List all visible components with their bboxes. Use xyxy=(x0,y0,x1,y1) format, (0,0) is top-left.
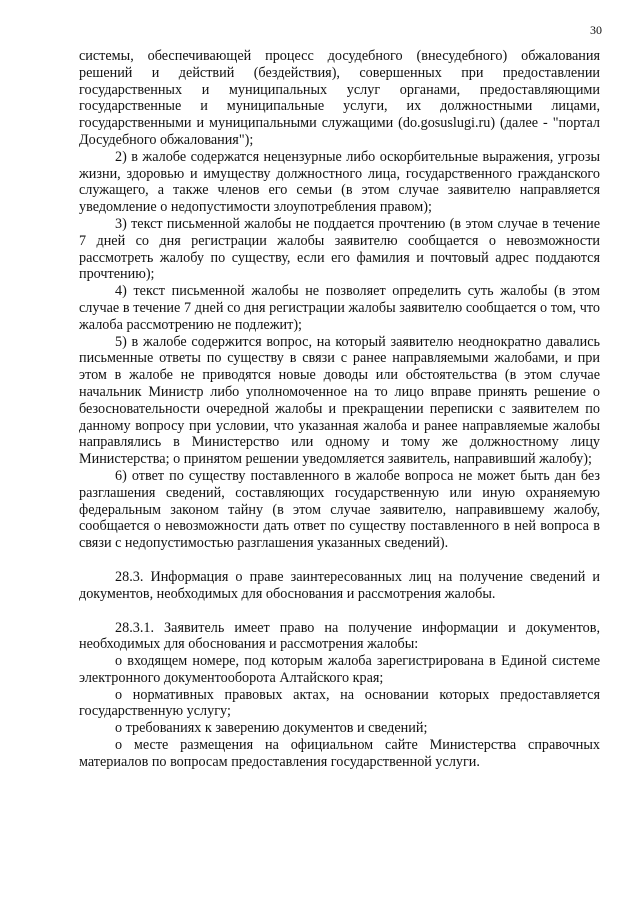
list-item-legal-acts: о нормативных правовых актах, на основании которых предоставляется государственную услугу; xyxy=(79,686,600,720)
paragraph-item-5: 5) в жалобе содержится вопрос, на который заявителю неоднократно давались письменные ответы по существу в связи с ранее направляемыми жалобами, и при этом в жалобе не приводятся новые доводы или обстоятельства (в этом случае начальник Министр либо уполномоченное на то лицо вправе принять решение о безосновательности очередной жалобы и прекращении переписки с заявителем по данному вопросу при условии, что указанная жалоба и ранее направляемые жалобы направлялись в Министерство или одному и тому же должностному лицу Министерства; о принятом решении уведомляется заявитель, направивший жалобу); xyxy=(79,333,600,468)
list-item-certification: о требованиях к заверению документов и сведений; xyxy=(115,720,428,737)
paragraph-item-2: 2) в жалобе содержатся нецензурные либо оскорбительные выражения, угрозы жизни, здоровью и имуществу должностного лица, государственного гражданского служащего, а также членов его семьи (в этом случае заявителю направляется уведомление о недопустимости злоупотребления правом); xyxy=(79,148,600,216)
document-body xyxy=(79,48,600,771)
paragraph-continuation: системы, обеспечивающей процесс досудебного (внесудебного) обжалования решений и действий (бездействия), совершенных при предоставлении государственных и муниципальных услуг органами, предоставляющими государственные и муниципальные услуги, их должностными лицами, государственными и муниципальными служащими (do.gosuslugi.ru) (далее - "портал Досудебного обжалования"); xyxy=(79,48,600,148)
subsection-intro: 28.3.1. Заявитель имеет право на получение информации и документов, необходимых для обоснования и рассмотрения жалобы: xyxy=(79,619,600,653)
page-number: 30 xyxy=(590,23,602,37)
paragraph-item-6: 6) ответ по существу поставленного в жалобе вопроса не может быть дан без разглашения сведений, составляющих государственную или иную охраняемую федеральным законом тайну (в этом случае заявителю, направившему жалобу, сообщается о невозможности дать ответ по существу поставленного в ней вопроса в связи с недопустимостью разглашения указанных сведений). xyxy=(79,467,600,552)
section-heading: 28.3. Информация о праве заинтересованных лиц на получение сведений и документов, необходимых для обоснования и рассмотрения жалобы. xyxy=(79,568,600,602)
list-item-reference-materials: о месте размещения на официальном сайте Министерства справочных материалов по вопросам предоставления государственной услуги. xyxy=(79,737,600,770)
paragraph-item-4: 4) текст письменной жалобы не позволяет определить суть жалобы (в этом случае в течение 7 дней со дня регистрации жалобы заявителю сообщается о том, что жалоба рассмотрению не подлежит); xyxy=(79,283,600,333)
list-item-incoming-number: о входящем номере, под которым жалоба зарегистрирована в Единой системе электронного документооборота Алтайского края; xyxy=(79,653,600,686)
paragraph-item-3: 3) текст письменной жалобы не поддается прочтению (в этом случае в течение 7 дней со дня регистрации жалобы заявителю сообщается о невозможности рассмотреть жалобу по существу, если его фамилия и почтовый адрес поддаются прочтению); xyxy=(79,215,600,283)
